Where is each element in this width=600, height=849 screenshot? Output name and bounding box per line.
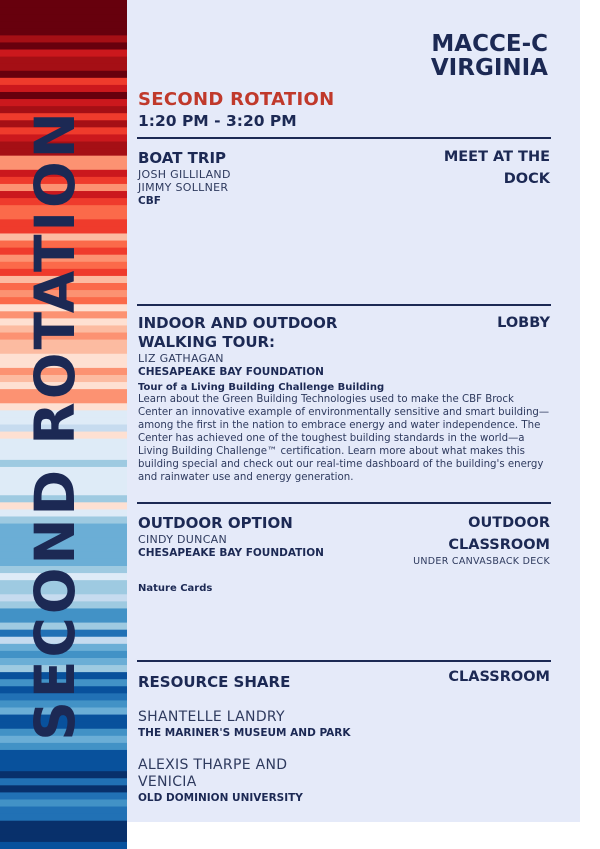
divider bbox=[137, 660, 551, 662]
session-title: BOAT TRIP bbox=[138, 149, 227, 167]
location-line: OUTDOOR bbox=[468, 515, 550, 531]
location-line: MEET AT THE bbox=[443, 149, 550, 165]
stripe-band bbox=[0, 0, 127, 8]
stripe-band bbox=[0, 7, 127, 15]
sub-location: UNDER CANVASBACK DECK bbox=[413, 556, 550, 567]
divider bbox=[137, 137, 551, 139]
presenter-name: LIZ GATHAGAN bbox=[138, 352, 224, 365]
session-outdoor-option bbox=[138, 514, 324, 560]
presenter-name: VENICIA bbox=[138, 774, 197, 790]
resource-presenter-1 bbox=[138, 709, 351, 740]
session-location: CLASSROOM bbox=[448, 669, 550, 685]
presenter-name: ALEXIS THARPE AND bbox=[138, 757, 288, 773]
vertical-rotation-title: SECOND ROTATION bbox=[23, 109, 87, 741]
rotation-title: SECOND ROTATION bbox=[138, 89, 335, 110]
stripe-band bbox=[0, 835, 127, 843]
presenter-org: OLD DOMINION UNIVERSITY bbox=[138, 792, 303, 804]
org-title-line2: VIRGINIA bbox=[430, 55, 548, 81]
session-title: RESOURCE SHARE bbox=[138, 673, 291, 691]
presenter-name: JIMMY SOLLNER bbox=[138, 181, 229, 194]
session-title: WALKING TOUR: bbox=[138, 333, 276, 351]
resource-presenter-2 bbox=[138, 757, 303, 805]
presenter-org: CBF bbox=[138, 195, 161, 207]
session-title: OUTDOOR OPTION bbox=[138, 514, 293, 532]
stripe-band bbox=[0, 842, 127, 849]
session-description: Learn about the Green Building Technologies used to make the CBF Brock Center an innovative example of environmentally sensitive and smart building—among the first in the nation to embrace energy and water independence. The Center has achieved one of the toughest building standards in the world—a Living Building Challenge™ certification. Learn more about what makes this building special and check out our real-time dashboard of the building's energy and rainwater use and energy generation. bbox=[138, 394, 550, 483]
session-walking-tour bbox=[138, 314, 550, 484]
session-boat-trip bbox=[138, 149, 231, 208]
rotation-time: 1:20 PM - 3:20 PM bbox=[138, 112, 297, 130]
session-note: Nature Cards bbox=[138, 583, 213, 594]
session-location bbox=[448, 512, 550, 556]
location-line: CLASSROOM bbox=[448, 537, 550, 553]
presenter-org: THE MARINER'S MUSEUM AND PARK bbox=[138, 727, 351, 739]
org-title bbox=[431, 32, 548, 80]
session-location: LOBBY bbox=[497, 315, 550, 331]
presenter-org: CHESAPEAKE BAY FOUNDATION bbox=[138, 366, 324, 378]
divider bbox=[137, 502, 551, 504]
session-title: INDOOR AND OUTDOOR bbox=[138, 314, 338, 332]
divider bbox=[137, 304, 551, 306]
presenter-name: CINDY DUNCAN bbox=[138, 533, 228, 546]
presenter-name: JOSH GILLILAND bbox=[138, 168, 231, 181]
location-line: DOCK bbox=[503, 171, 550, 187]
org-title-line1: MACCE-C bbox=[431, 31, 548, 57]
session-location bbox=[444, 146, 550, 190]
description-heading: Tour of a Living Building Challenge Building bbox=[138, 382, 385, 393]
presenter-name: SHANTELLE LANDRY bbox=[138, 709, 285, 725]
presenter-org: CHESAPEAKE BAY FOUNDATION bbox=[138, 547, 324, 559]
